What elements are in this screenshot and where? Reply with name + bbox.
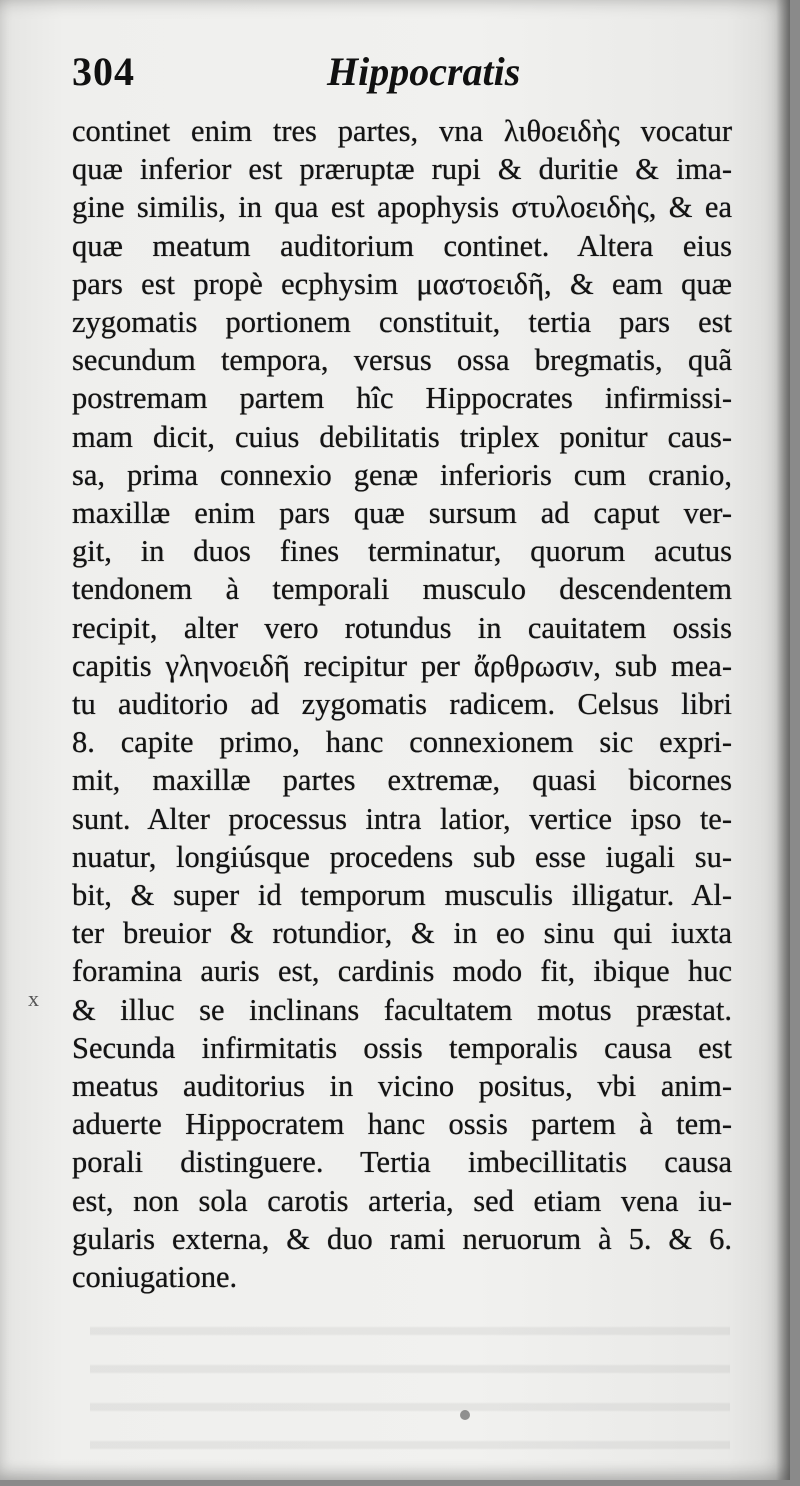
text-line: mam dicit, cuius debilitatis triplex ponitur caus- <box>72 419 732 454</box>
text-line: recipit, alter vero rotundus in cauitatem ossis <box>72 610 732 645</box>
text-line: & illuc se inclinans facultatem motus præstat. <box>72 992 732 1027</box>
page-header <box>72 48 742 108</box>
text-line: est, non sola carotis arteria, sed etiam vena iu- <box>72 1183 732 1218</box>
text-line: continet enim tres partes, vna λιθοειδὴς vocatur <box>72 114 732 148</box>
text-line: capitis γληνοειδῆ recipitur per ἄρθρωσιν, sub mea- <box>72 648 732 683</box>
text-line: Secunda infirmitatis ossis temporalis causa est <box>72 1030 732 1065</box>
text-line: 8. capite primo, hanc connexionem sic expri- <box>72 725 732 760</box>
text-line: quæ inferior est præruptæ rupi & duritie & ima- <box>72 152 732 187</box>
text-line: zygomatis portionem constituit, tertia pars est <box>72 305 732 340</box>
text-line: git, in duos fines terminatur, quorum acutus <box>72 534 732 569</box>
text-line: nuatur, longiúsque procedens sub esse iugali su- <box>72 839 732 874</box>
text-line: mit, maxillæ partes extremæ, quasi bicornes <box>72 763 732 798</box>
text-line: tu auditorio ad zygomatis radicem. Celsus libri <box>72 687 732 722</box>
margin-mark: x <box>28 986 39 1011</box>
text-line: gine similis, in qua est apophysis στυλοειδὴς, & ea <box>72 190 732 225</box>
text-line: aduerte Hippocratem hanc ossis partem à tem- <box>72 1107 732 1142</box>
text-line: meatus auditorius in vicino positus, vbi anim- <box>72 1069 732 1104</box>
text-line: postremam partem hîc Hippocrates infirmissi- <box>72 381 732 416</box>
text-line: secundum tempora, versus ossa bregmatis, quã <box>72 343 732 378</box>
ink-show-through <box>90 1300 730 1450</box>
text-line: quæ meatum auditorium continet. Altera eius <box>72 228 732 263</box>
text-line: bit, & super id temporum musculis illigatur. Al- <box>72 878 732 913</box>
text-line: sa, prima connexio genæ inferioris cum cranio, <box>72 457 732 492</box>
text-line: sunt. Alter processus intra latior, vertice ipso te- <box>72 801 732 836</box>
text-line: coniugatione. <box>72 1260 238 1295</box>
page-number: 304 <box>72 49 135 94</box>
text-line: gularis externa, & duo rami neruorum à 5. & 6. <box>72 1221 732 1256</box>
text-line: pars est propè ecphysim μαστοειδῆ, & eam quæ <box>72 266 732 301</box>
text-line: maxillæ enim pars quæ sursum ad caput ver- <box>72 496 732 531</box>
text-line: porali distinguere. Tertia imbecillitatis causa <box>72 1145 732 1180</box>
text-line: foramina auris est, cardinis modo fit, ibique huc <box>72 954 732 989</box>
paper-speck <box>460 1410 470 1420</box>
text-line: tendonem à temporali musculo descendentem <box>72 572 732 607</box>
running-title: Hippocratis <box>327 49 521 94</box>
body-text <box>72 112 732 1296</box>
text-line: ter breuior & rotundior, & in eo sinu qui iuxta <box>72 916 732 951</box>
